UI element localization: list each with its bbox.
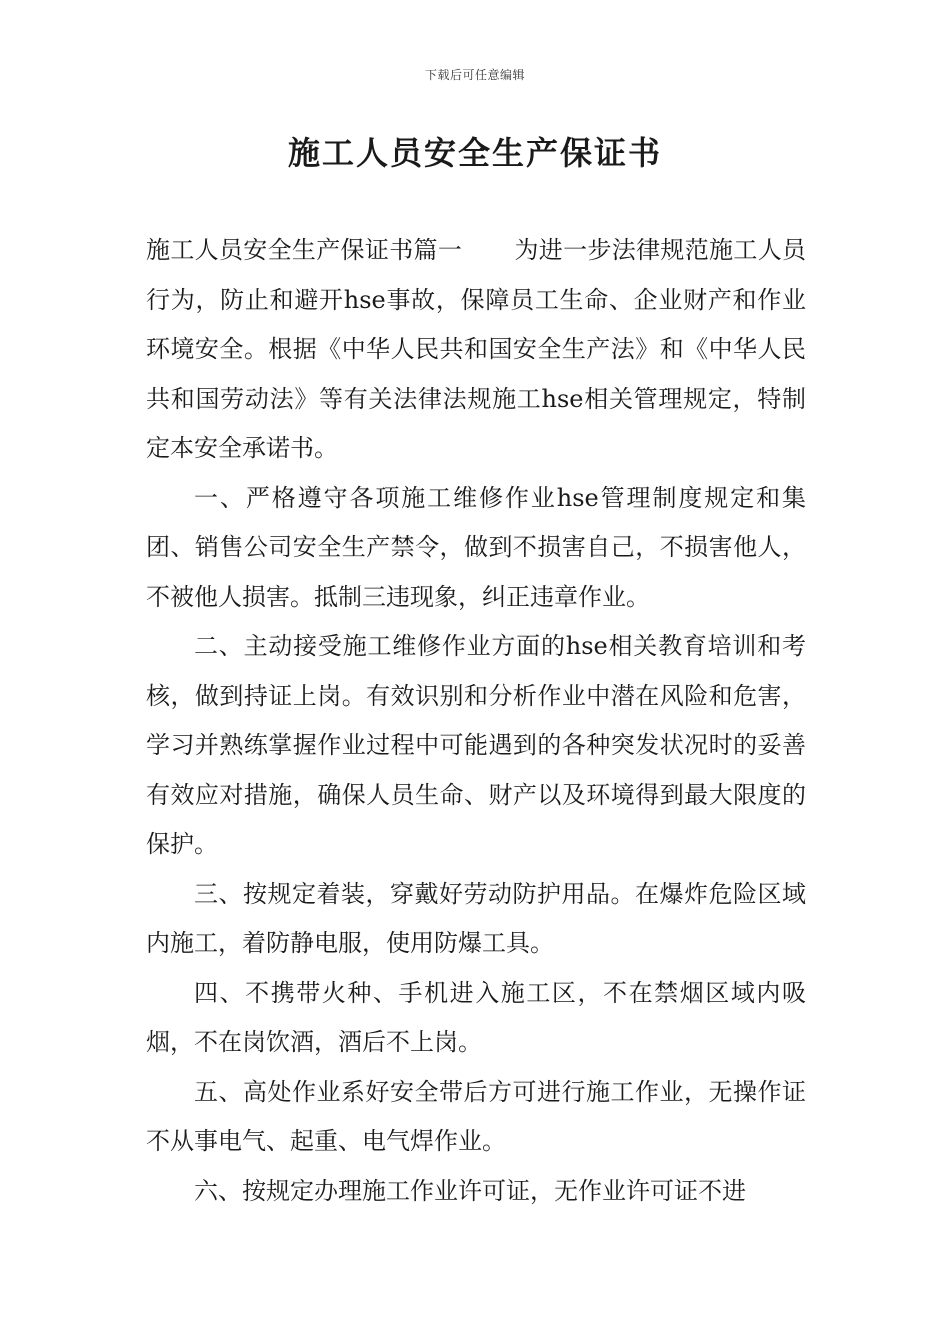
clause-6: 六、按规定办理施工作业许可证，无作业许可证不进 [194, 1176, 746, 1205]
clause-1: 一、严格遵守各项施工维修作业hse管理制度规定和集团、销售公司安全生产禁令，做到不损害自己，不损害他人，不被他人损害。抵制三违现象，纠正违章作业。 [146, 483, 806, 611]
clause-3: 三、按规定着装，穿戴好劳动防护用品。在爆炸危险区域内施工，着防静电服，使用防爆工具。 [146, 879, 806, 957]
document-title: 施工人员安全生产保证书 [287, 134, 662, 172]
intro-paragraph [146, 226, 806, 474]
intro-text: 为进一步法律规范施工人员行为，防止和避开hse事故，保障员工生命、企业财产和作业环境安全。根据《中华人民共和国安全生产法》和《中华人民共和国劳动法》等有关法律法规施工hse相关管理规定，特制定本安全承诺书。 [146, 236, 807, 462]
clause-5: 五、高处作业系好安全带后方可进行施工作业，无操作证不从事电气、起重、电气焊作业。 [146, 1077, 806, 1155]
clause-4: 四、不携带火种、手机进入施工区，不在禁烟区域内吸烟，不在岗饮酒，酒后不上岗。 [146, 978, 806, 1056]
document-body [146, 226, 806, 1216]
header-note: 下载后可任意编辑 [424, 68, 525, 82]
intro-heading: 施工人员安全生产保证书篇一 [146, 236, 463, 264]
clause-2: 二、主动接受施工维修作业方面的hse相关教育培训和考核，做到持证上岗。有效识别和分析作业中潜在风险和危害，学习并熟练掌握作业过程中可能遇到的各种突发状况时的妥善有效应对措施，确保人员生命、财产以及环境得到最大限度的保护。 [146, 632, 806, 858]
